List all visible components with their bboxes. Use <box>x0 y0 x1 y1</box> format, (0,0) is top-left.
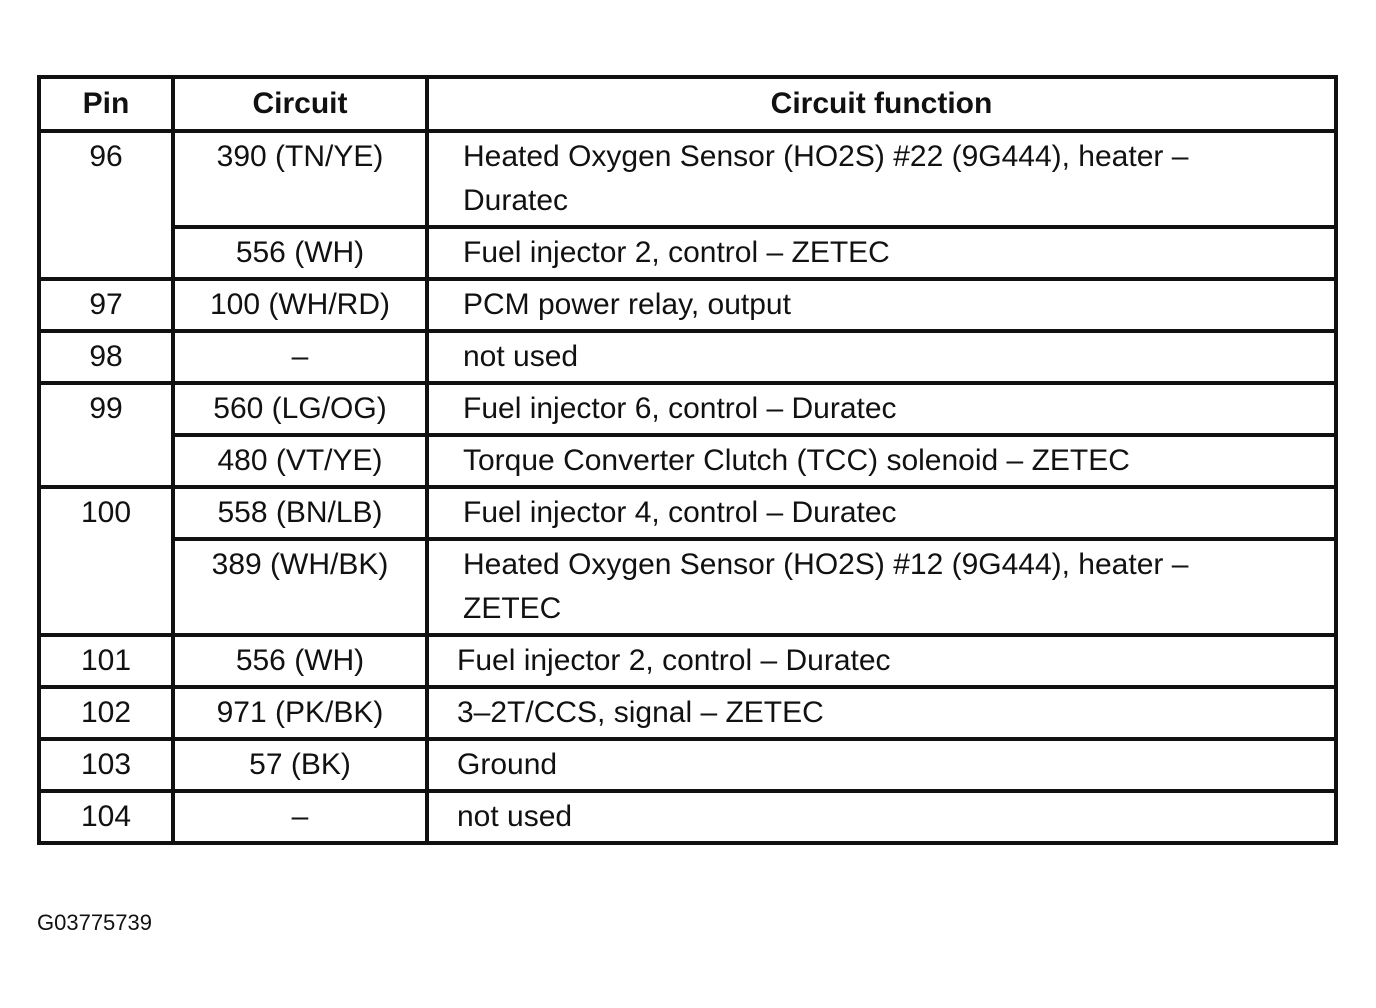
pin-cell: 103 <box>39 739 173 791</box>
header-circuit-function: Circuit function <box>427 77 1336 131</box>
function-cell: 3–2T/CCS, signal – ZETEC <box>427 687 1336 739</box>
circuit-cell: 556 (WH) <box>173 227 427 279</box>
function-cell: PCM power relay, output <box>427 279 1336 331</box>
pin-cell: 104 <box>39 791 173 843</box>
function-cell: not used <box>427 791 1336 843</box>
function-cell: Torque Converter Clutch (TCC) solenoid – ZETEC <box>427 435 1336 487</box>
table-row <box>39 739 1336 791</box>
table-row <box>39 279 1336 331</box>
table-row <box>39 331 1336 383</box>
circuit-cell: 57 (BK) <box>173 739 427 791</box>
function-cell: Heated Oxygen Sensor (HO2S) #22 (9G444), heater – Duratec <box>427 131 1336 227</box>
circuit-cell: 100 (WH/RD) <box>173 279 427 331</box>
pin-circuit-table <box>37 75 1338 845</box>
table-row <box>39 131 1336 227</box>
table-row <box>39 383 1336 435</box>
pin-cell: 102 <box>39 687 173 739</box>
circuit-cell: 389 (WH/BK) <box>173 539 427 635</box>
header-pin: Pin <box>39 77 173 131</box>
function-cell: Fuel injector 2, control – ZETEC <box>427 227 1336 279</box>
function-cell: Fuel injector 4, control – Duratec <box>427 487 1336 539</box>
function-cell: Ground <box>427 739 1336 791</box>
circuit-cell: 971 (PK/BK) <box>173 687 427 739</box>
pin-cell: 99 <box>39 383 173 487</box>
pin-cell: 101 <box>39 635 173 687</box>
circuit-cell: 556 (WH) <box>173 635 427 687</box>
pin-cell: 98 <box>39 331 173 383</box>
pin-cell: 97 <box>39 279 173 331</box>
table-row <box>39 487 1336 539</box>
function-cell: Fuel injector 6, control – Duratec <box>427 383 1336 435</box>
table-row <box>39 635 1336 687</box>
circuit-cell: 480 (VT/YE) <box>173 435 427 487</box>
circuit-cell: – <box>173 331 427 383</box>
table-row <box>39 539 1336 635</box>
pin-cell: 100 <box>39 487 173 635</box>
table-row <box>39 435 1336 487</box>
circuit-cell: – <box>173 791 427 843</box>
circuit-cell: 558 (BN/LB) <box>173 487 427 539</box>
header-row <box>39 77 1336 131</box>
figure-id-label: G03775739 <box>37 910 152 935</box>
circuit-cell: 560 (LG/OG) <box>173 383 427 435</box>
header-circuit: Circuit <box>173 77 427 131</box>
table-row <box>39 687 1336 739</box>
function-cell: Fuel injector 2, control – Duratec <box>427 635 1336 687</box>
table-row <box>39 227 1336 279</box>
function-cell: not used <box>427 331 1336 383</box>
function-cell: Heated Oxygen Sensor (HO2S) #12 (9G444), heater – ZETEC <box>427 539 1336 635</box>
circuit-cell: 390 (TN/YE) <box>173 131 427 227</box>
pin-cell: 96 <box>39 131 173 279</box>
table-row <box>39 791 1336 843</box>
